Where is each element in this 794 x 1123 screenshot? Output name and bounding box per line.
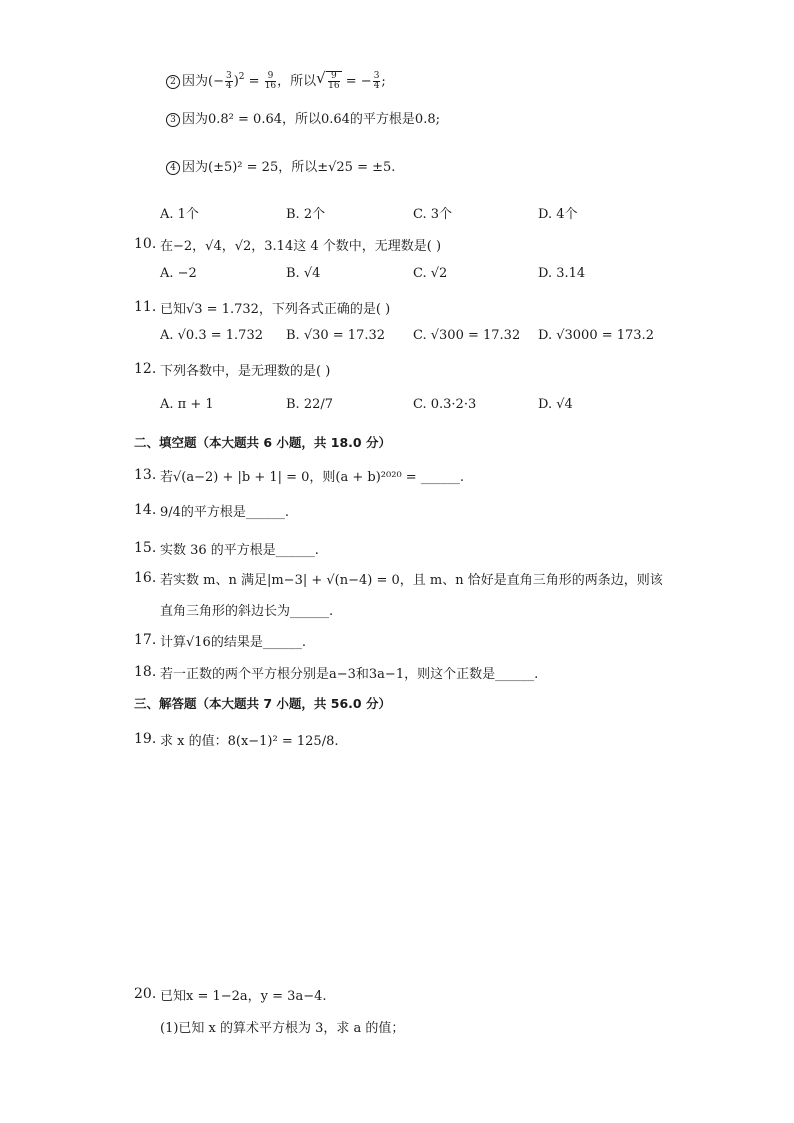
- q17-number: 17.: [134, 632, 157, 648]
- q10-option-d: D. 3.14: [538, 266, 586, 281]
- section-2-heading: 二、填空题（本大题共 6 小题，共 18.0 分）: [134, 435, 391, 450]
- q16-stem-line2: 直角三角形的斜边长为______.: [160, 604, 334, 619]
- q17-stem: 计算√16的结果是______.: [160, 635, 306, 650]
- circle-number-4: 4: [166, 161, 180, 175]
- q19-stem: 求 x 的值：8(x−1)² = 125/8.: [160, 734, 339, 749]
- q10-option-a: A. −2: [160, 266, 197, 281]
- q20-number: 20.: [134, 986, 157, 1002]
- q12-number: 12.: [134, 361, 157, 377]
- statement-3: [166, 108, 440, 127]
- statement-4-text: 因为(±5)² = 25，所以±√25 = ±5.: [182, 160, 396, 175]
- q13-number: 13.: [134, 467, 157, 483]
- q11-number: 11.: [134, 299, 157, 315]
- q11-stem: 已知√3 = 1.732，下列各式正确的是( ): [160, 302, 391, 317]
- q9-option-d: D. 4个: [538, 207, 578, 222]
- q16-stem-line1: 若实数 m、n 满足|m−3| + √(n−4) = 0，且 m、n 恰好是直角三角形的两条边，则该: [160, 573, 663, 588]
- q13-stem: 若√(a−2) + |b + 1| = 0，则(a + b)²⁰²⁰ = ______.: [160, 470, 464, 485]
- q10-option-c: C. √2: [413, 266, 448, 281]
- q20-stem: 已知x = 1−2a，y = 3a−4.: [160, 989, 327, 1004]
- q9-option-b: B. 2个: [286, 207, 326, 222]
- q11-option-c: C. √300 = 17.32: [413, 328, 521, 343]
- q10-option-b: B. √4: [286, 266, 321, 281]
- q10-stem: 在−2，√4，√2，3.14这 4 个数中，无理数是( ): [160, 239, 442, 254]
- q15-number: 15.: [134, 540, 157, 556]
- q11-option-d: D. √3000 = 173.2: [538, 328, 654, 343]
- q12-stem: 下列各数中，是无理数的是( ): [160, 364, 331, 379]
- q11-option-a: A. √0.3 = 1.732: [160, 328, 263, 343]
- q19-number: 19.: [134, 731, 157, 747]
- circle-number-3: 3: [166, 113, 180, 127]
- q12-option-c: C. 0.3·2·3: [413, 397, 477, 412]
- q15-stem: 实数 36 的平方根是______.: [160, 543, 319, 558]
- q12-option-d: D. √4: [538, 397, 573, 412]
- q10-number: 10.: [134, 236, 157, 252]
- circle-number-2: 2: [166, 75, 180, 89]
- q11-option-b: B. √30 = 17.32: [286, 328, 386, 343]
- statement-4: [166, 156, 395, 175]
- q18-stem: 若一正数的两个平方根分别是a−3和3a−1，则这个正数是______.: [160, 667, 539, 682]
- q14-stem: 9/4的平方根是______.: [160, 505, 290, 520]
- statement-2: 2 因为(− $\frac{3}{4}$ )$^2$ = $\frac{9}{16}$ ，所以 √ $\frac{9}{16}$ = − $\frac{3}{4}$ ;: [166, 70, 386, 91]
- statement-3-text: 因为0.8² = 0.64，所以0.64的平方根是0.8;: [182, 112, 440, 127]
- q12-option-b: B. 22/7: [286, 397, 334, 412]
- section-3-heading: 三、解答题（本大题共 7 小题，共 56.0 分）: [134, 696, 391, 711]
- q9-option-a: A. 1个: [160, 207, 199, 222]
- q14-number: 14.: [134, 502, 157, 518]
- q20-sub1: (1)已知 x 的算术平方根为 3，求 a 的值；: [160, 1021, 405, 1036]
- q18-number: 18.: [134, 664, 157, 680]
- q9-option-c: C. 3个: [413, 207, 453, 222]
- q12-option-a: A. π + 1: [160, 397, 214, 412]
- q16-number: 16.: [134, 570, 157, 586]
